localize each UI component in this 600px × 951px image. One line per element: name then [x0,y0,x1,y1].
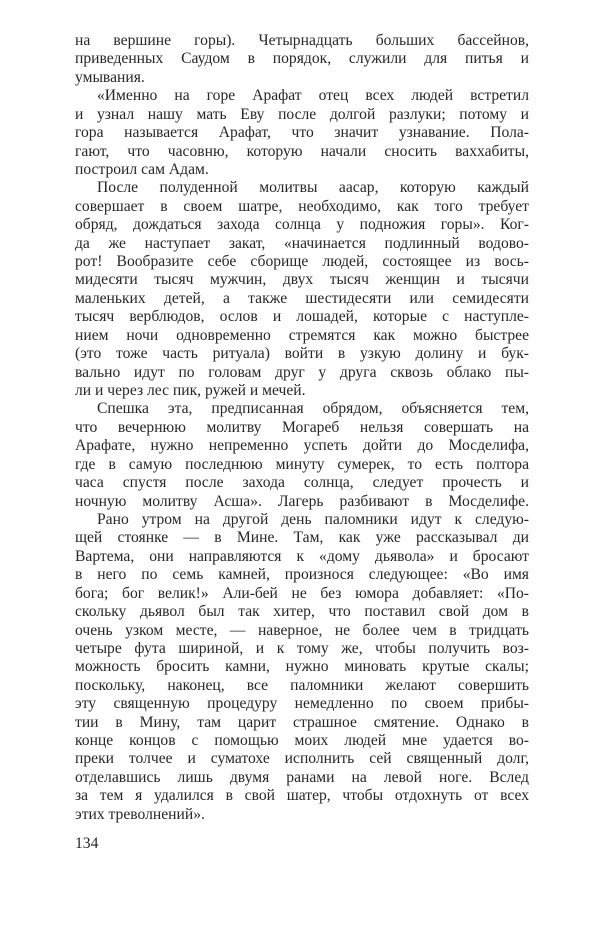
paragraph [75,511,529,824]
text-line: построил сам Адам. [75,160,209,178]
text-line: Арафате, нужно непременно успеть дойти до Мосделифа, [75,437,529,455]
text-line: часа спустя после захода солнца, следует прочесть и [75,474,529,492]
text-line: гора называется Арафат, что значит узнавание. Пола- [75,124,529,142]
text-line: тысяч верблюдов, ослов и лошадей, которые с наступле- [75,308,529,326]
text-line: в него по семь камней, произнося следующее: «Во имя [75,566,529,584]
page-number: 134 [75,835,99,852]
text-line: преки толчее и суматохе исполнить сей священный долг, [75,750,529,768]
text-line: можность бросить камни, нужно миновать крутые скалы; [75,658,529,676]
text-line: бога; бог велик!» Али-бей не без юмора добавляет: «По- [75,584,529,602]
text-line: четыре фута шириной, и к тому же, чтобы получить воз- [75,639,529,657]
text-line: и узнал нашу мать Еву после долгой разлуки; потому и [75,105,529,123]
text-line: тии в Мину, там царит страшное смятение. Однако в [75,713,529,731]
paragraph [75,400,529,511]
text-line: поскольку, наконец, все паломники желают совершить [75,676,529,694]
text-line: отделавшись лишь двумя ранами на левой ноге. Вслед [75,768,529,786]
text-line: на вершине горы). Четырнадцать больших бассейнов, [75,32,529,49]
text-line: (это тоже часть ритуала) войти в узкую долину и бук- [75,345,529,363]
text-line: приведенных Саудом в порядок, служили для питья и [75,50,529,68]
text-line: Рано утром на другой день паломники идут к следую- [97,510,529,528]
text-line: обряд, дождаться захода солнца у подножия горы». Ког- [75,216,529,234]
text-line: ли и через лес пик, ружей и мечей. [75,382,306,400]
paragraph [75,179,529,400]
text-line: конце концов с помощью моих людей мне удается во- [75,732,529,750]
text-line: рот! Вообразите себе сборище людей, состоящее из вось- [75,253,529,271]
text-line: этих треволнений». [75,805,205,823]
text-line: да же наступает закат, «начинается подлинный водово- [75,234,529,252]
text-line: совершает в своем шатре, необходимо, как того требует [75,197,529,215]
text-line: эту священную процедуру немедленно по своем прибы- [75,695,529,713]
text-line: «Именно на горе Арафат отец всех людей встретил [97,87,529,105]
text-line: мидесяти тысяч мужчин, двух тысяч женщин и тысячи [75,271,529,289]
text-line: Спешка эта, предписанная обрядом, объясняется тем, [97,400,529,418]
text-line: вально идут по головам друг у друга сквозь облако пы- [75,363,529,381]
text-line: ночную молитву Асша». Лагерь разбивают в Мосделифе. [75,492,529,510]
paragraph [75,32,529,87]
text-line: скольку дьявол был так хитер, что поставил свой дом в [75,603,529,621]
text-line: очень узком месте, — наверное, не более чем в тридцать [75,621,529,639]
text-line: где в самую последнюю минуту сумерек, то есть полтора [75,455,529,473]
text-line: Вартема, они направляются к «дому дьявола» и бросают [75,547,529,565]
paragraph [75,87,529,179]
text-line: щей стоянке — в Мине. Там, как уже рассказывал ди [75,529,529,547]
text-line: После полуденной молитвы аасар, которую каждый [97,179,529,197]
text-line: нием ночи одновременно стремятся как можно быстрее [75,326,529,344]
text-line: за тем я удалился в свой шатер, чтобы отдохнуть от всех [75,787,529,805]
text-line: маленьких детей, а также шестидесяти или семидесяти [75,289,529,307]
text-line: что вечернюю молитву Могареб нельзя совершать на [75,418,529,436]
text-line: умывания. [75,68,145,86]
text-line: гают, что часовню, которую начали сносить ваххабиты, [75,142,529,160]
book-page-text [75,32,529,824]
